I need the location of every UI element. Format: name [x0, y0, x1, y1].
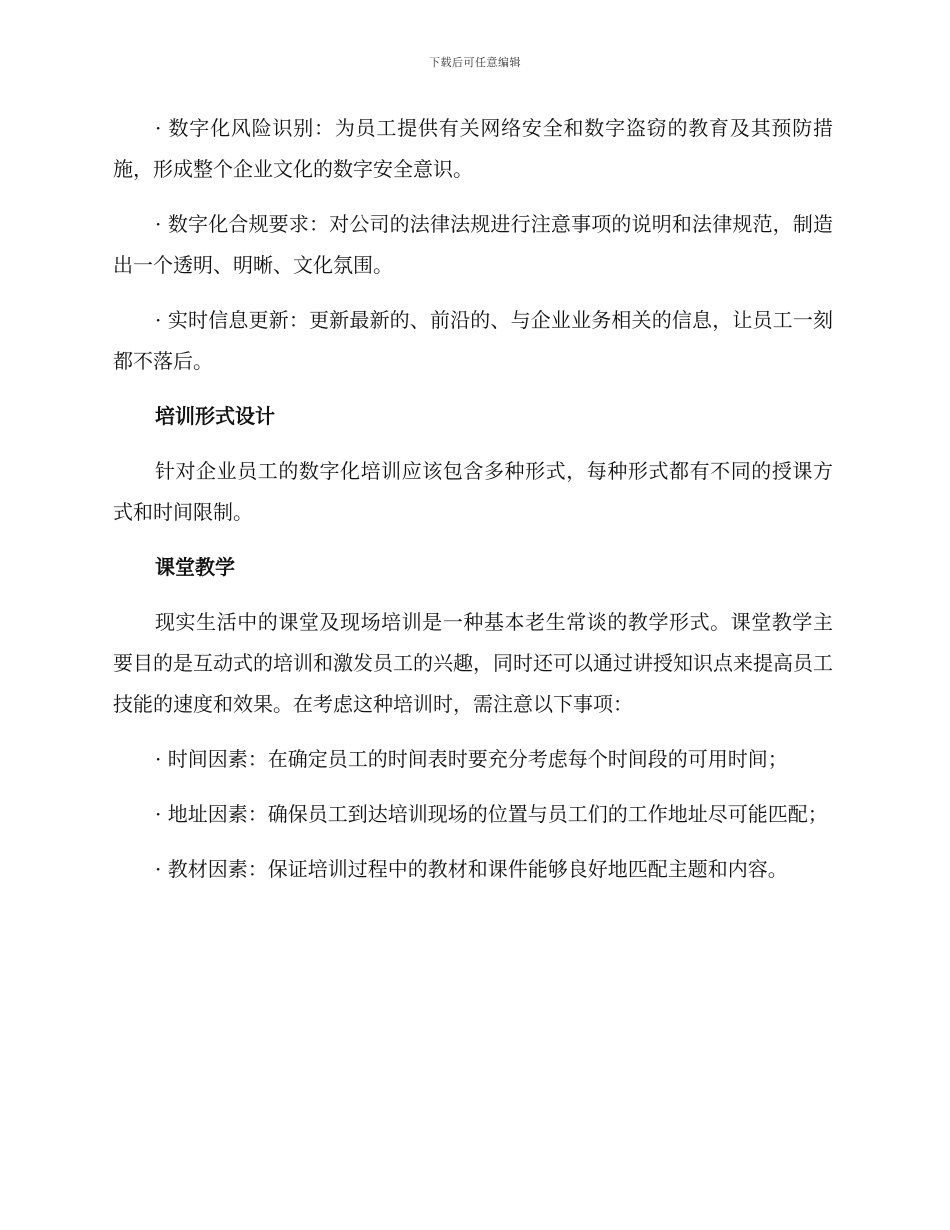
- bullet-digital-risk: · 数字化风险识别：为员工提供有关网络安全和数字盗窃的教育及其预防措施，形成整个企业文化的数字安全意识。: [113, 116, 833, 181]
- bullet-material-factor: · 教材因素：保证培训过程中的教材和课件能够良好地匹配主题和内容。: [155, 857, 788, 881]
- section-heading-classroom: 课堂教学: [155, 555, 235, 579]
- bullet-location-factor: · 地址因素：确保员工到达培训现场的位置与员工们的工作地址尽可能匹配；: [155, 802, 828, 826]
- document-body: [113, 108, 833, 904]
- bullet-digital-compliance: · 数字化合规要求：对公司的法律法规进行注意事项的说明和法律规范，制造出一个透明、明晰、文化氛围。: [113, 212, 833, 277]
- bullet-time-factor: · 时间因素：在确定员工的时间表时要充分考虑每个时间段的可用时间；: [155, 747, 788, 771]
- paragraph-classroom: 现实生活中的课堂及现场培训是一种基本老生常谈的教学形式。课堂教学主要目的是互动式的培训和激发员工的兴趣，同时还可以通过讲授知识点来提高员工技能的速度和效果。在考虑这种培训时，需注意以下事项：: [113, 610, 833, 716]
- section-heading-training-format: 培训形式设计: [155, 404, 275, 428]
- bullet-realtime-update: · 实时信息更新：更新最新的、前沿的、与企业业务相关的信息，让员工一刻都不落后。: [113, 308, 833, 373]
- paragraph-training-format: 针对企业员工的数字化培训应该包含多种形式，每种形式都有不同的授课方式和时间限制。: [113, 459, 833, 524]
- page-header: 下载后可任意编辑: [429, 56, 521, 69]
